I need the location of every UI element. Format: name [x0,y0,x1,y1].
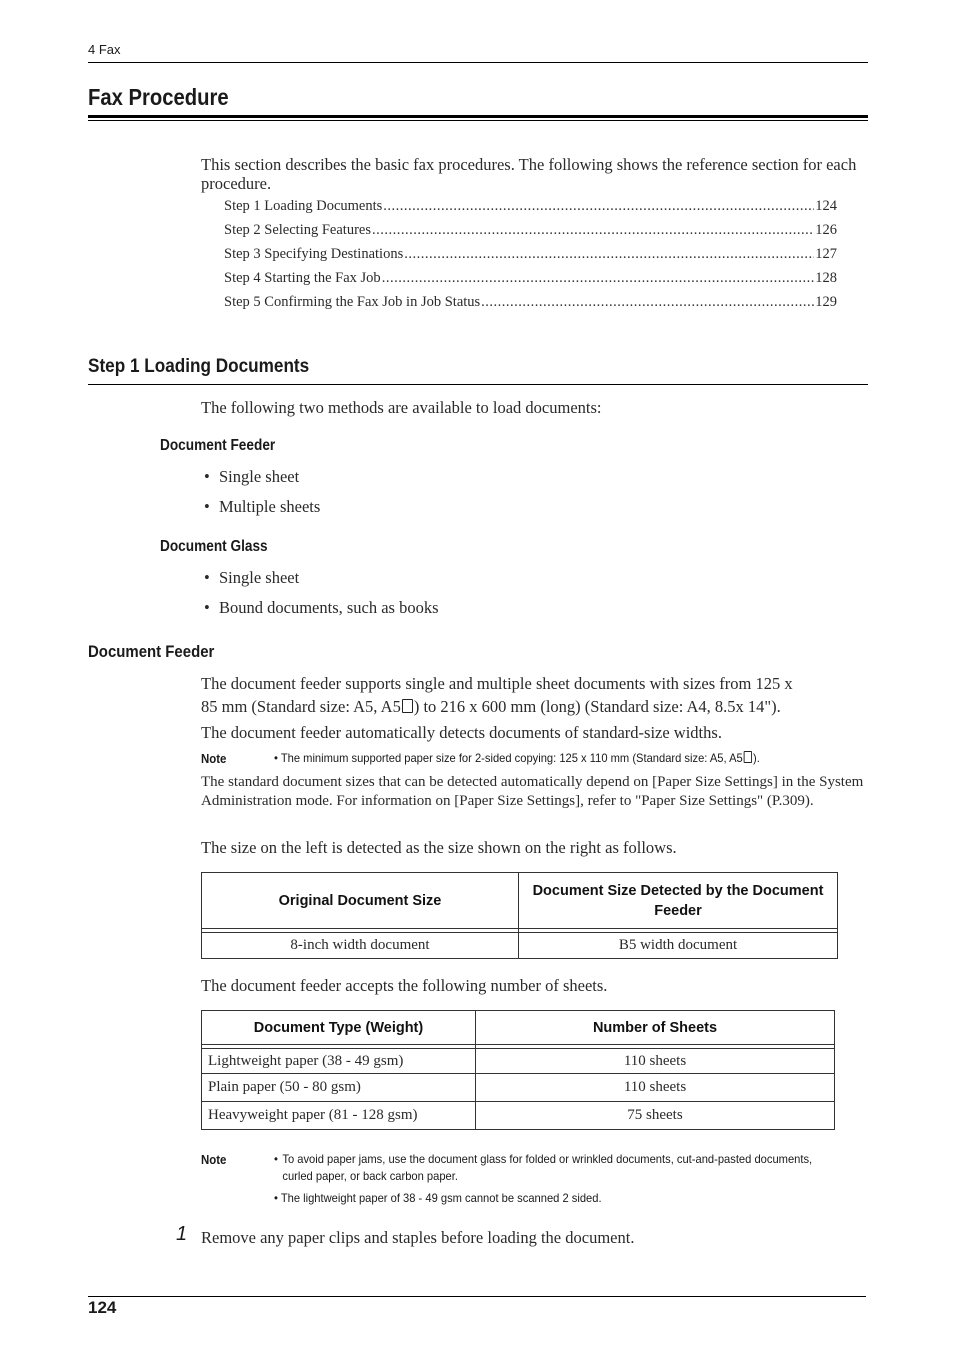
toc-entry-page: 127 [815,246,837,262]
toc-leader [382,270,815,287]
list-item-text: Single sheet [219,568,300,587]
feeder-paragraph-3: The standard document sizes that can be detected automatically depend on [Paper Size Settings] in the System Administration mode. For information on [Paper Size Settings], refer to "Paper Size Settings" (P.309). [201,774,864,809]
toc-entry-label: Step 5 Confirming the Fax Job in Job Status [224,294,481,310]
table-row [202,1102,835,1130]
table-header-cell: Document Type (Weight) [202,1011,476,1045]
toc-leader [404,246,814,263]
feeder-heading: Document Feeder [88,642,215,661]
note-label: Note [201,751,227,766]
table-cell: B5 width document [519,933,838,959]
feeder-para1-line1: The document feeder supports single and multiple sheet documents with sizes from 125 x [201,674,793,693]
page-title: Fax Procedure [88,84,229,110]
running-header: 4 Fax [88,42,121,57]
list-item: • Bound documents, such as books [204,598,439,617]
portrait-orientation-icon [744,751,752,763]
list-item-text: Bound documents, such as books [219,598,439,617]
toc-entry-page: 124 [815,198,837,214]
table-cell: Lightweight paper (38 - 49 gsm) [202,1049,476,1074]
toc-entry-label: Step 1 Loading Documents [224,198,383,214]
list-item: • Multiple sheets [204,497,321,516]
toc-entry-page: 129 [815,294,837,310]
toc-entry[interactable] [224,222,837,239]
feeder-para1-line2b: ) to 216 x 600 mm (long) (Standard size: A4, 8.5x 14"). [413,697,781,716]
page-number: 124 [88,1298,117,1317]
table-row [202,1049,835,1074]
toc-entry-page: 126 [815,222,837,238]
section-title: Step 1 Loading Documents [88,355,310,377]
toc-entry[interactable] [224,270,837,287]
sheet-capacity-table [201,1010,835,1130]
toc-entry[interactable] [224,198,837,215]
step-number: 1 [176,1223,188,1245]
note-label: Note [201,1152,227,1167]
toc-leader [383,198,814,215]
step1-intro: The following two methods are available to load documents: [201,398,602,417]
feeder-paragraph-1 [201,672,866,718]
toc-entry-label: Step 4 Starting the Fax Job [224,270,381,286]
note-text: To avoid paper jams, use the document glass for folded or wrinkled documents, cut-and-pasted documents, curled paper, or back carbon paper. [282,1152,813,1183]
size-detection-table [201,872,838,959]
table-header-row [202,873,838,929]
table-header-cell: Document Size Detected by the Document Feeder [519,873,838,929]
portrait-orientation-icon [402,699,413,713]
title-rule-thick [88,115,868,118]
list-item: • Single sheet [204,467,300,486]
note-item: • The lightweight paper of 38 - 49 gsm cannot be scanned 2 sided. [274,1191,602,1205]
toc-leader [481,294,814,311]
toc-entry[interactable] [224,294,837,311]
feeder-subheading: Document Feeder [160,437,276,454]
header-rule [88,62,868,63]
toc-entry-page: 128 [815,270,837,286]
table-header-cell: Number of Sheets [476,1011,835,1045]
list-item-text: Multiple sheets [219,497,321,516]
step-instruction: Remove any paper clips and staples before loading the document. [201,1228,635,1247]
intro-paragraph: This section describes the basic fax procedures. The following shows the reference section for each procedure. [201,155,857,193]
note-text: The lightweight paper of 38 - 49 gsm cannot be scanned 2 sided. [280,1191,602,1205]
toc-leader [372,222,814,239]
toc-entry-label: Step 3 Specifying Destinations [224,246,404,262]
list-item: • Single sheet [204,568,300,587]
toc-entry-label: Step 2 Selecting Features [224,222,371,238]
note-text-end: ). [752,751,760,765]
table-row [202,933,838,959]
table-row [202,1074,835,1102]
glass-subheading: Document Glass [160,538,268,555]
table-cell: Heavyweight paper (81 - 128 gsm) [202,1102,476,1130]
feeder-para1-line2a: 85 mm (Standard size: A5, A5 [201,697,401,716]
table-cell: 110 sheets [476,1074,835,1102]
table-cell: 8-inch width document [202,933,519,959]
title-rule-thin [88,120,868,121]
table-cell: Plain paper (50 - 80 gsm) [202,1074,476,1102]
note-item: • The minimum supported paper size for 2-sided copying: 125 x 110 mm (Standard size: A5, A5 ). [274,751,760,765]
feeder-paragraph-5: The document feeder accepts the following number of sheets. [201,976,608,995]
feeder-paragraph-4: The size on the left is detected as the size shown on the right as follows. [201,838,677,857]
table-header-cell: Original Document Size [202,873,519,929]
note-text: The minimum supported paper size for 2-sided copying: 125 x 110 mm (Standard size: A5, A5 [280,751,743,765]
table-cell: 110 sheets [476,1049,835,1074]
table-cell: 75 sheets [476,1102,835,1130]
footer-rule [88,1296,866,1297]
list-item-text: Single sheet [219,467,300,486]
table-header-row [202,1011,835,1045]
section-rule [88,384,868,385]
feeder-paragraph-2: The document feeder automatically detects documents of standard-size widths. [201,723,722,742]
toc-entry[interactable] [224,246,837,263]
note-item: • To avoid paper jams, use the document glass for folded or wrinkled documents, cut-and-pasted documents, curled paper, or back carbon paper. [274,1151,832,1185]
